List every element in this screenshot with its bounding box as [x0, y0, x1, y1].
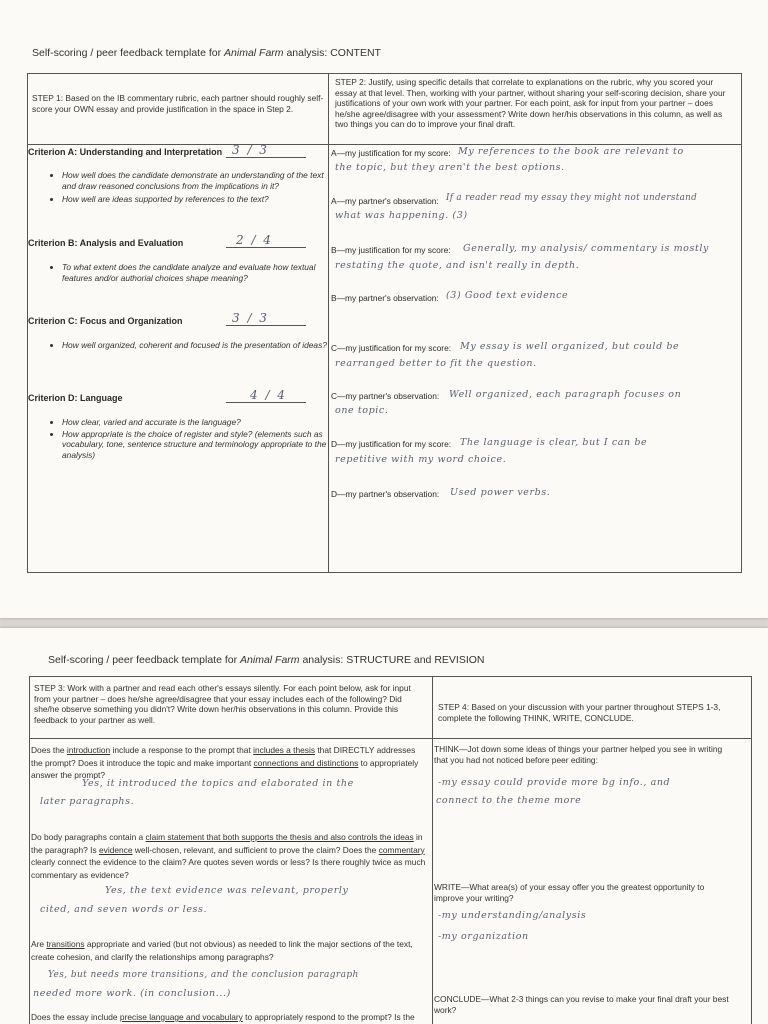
- criterion-a-bullets: • How well does the candidate demonstrate an understanding of the text and draw reasoned conclusions from the implications in it? • How well are ideas supported by references to the text?: [48, 170, 332, 208]
- criterion-d-score: 4 / 4: [250, 388, 287, 402]
- sheet1-title: Self-scoring / peer feedback template for Animal Farm analysis: CONTENT: [32, 47, 381, 59]
- transitions-answer-line2: needed more work. (in conclusion...): [33, 988, 231, 999]
- step2-text: STEP 2: Justify, using specific details that correlate to explanations on the rubric, why you scored your essay at that level. Then, working with your partner, without sharing your self-scoring decision, share your justifications of your own work with your partner. For each point, ask for input from your partner – does he/she agree/disagree with your assessment? Write down her/his observations in this column, as well as two things you can do to improve your final draft.: [335, 77, 726, 129]
- body-paragraphs-answer-line1: Yes, the text evidence was relevant, properly: [105, 885, 349, 896]
- body-paragraphs-answer-line2: cited, and seven words or less.: [40, 904, 208, 915]
- introduction-question: Does the introduction include a response to the prompt that includes a thesis that DIRECTLY addresses the prompt? Does it introduce the topic and make important connections and distinctions to appropriately answer the prompt?: [31, 745, 419, 780]
- criterion-d-title: Criterion D: Language: [28, 393, 123, 403]
- c-observation-label: C—my partner's observation:: [331, 391, 440, 401]
- b-observation-label: B—my partner's observation:: [331, 293, 439, 303]
- conclude-prompt: CONCLUDE—What 2-3 things can you revise to make your final draft your best work?: [434, 994, 729, 1015]
- criterion-a-title: Criterion A: Understanding and Interpretation: [28, 147, 223, 157]
- language-question: Does the essay include precise language and vocabulary to appropriately respond to the prompt? Is the: [31, 1012, 415, 1022]
- structure-revision-sheet: [0, 628, 768, 1024]
- criterion-a-score: 3 / 3: [232, 143, 269, 157]
- criterion-b-score: 2 / 4: [236, 233, 273, 247]
- c-observation-line2: one topic.: [335, 405, 389, 416]
- transitions-answer-line1: Yes, but needs more transitions, and the conclusion paragraph: [48, 970, 359, 980]
- b-justification-label: B—my justification for my score:: [331, 245, 451, 255]
- sheet2-title: Self-scoring / peer feedback template for Animal Farm analysis: STRUCTURE and REVISION: [48, 654, 485, 666]
- a-observation-line1: If a reader read my essay they might not understand: [446, 193, 698, 203]
- a-justification-line1: My references to the book are relevant to: [458, 146, 684, 157]
- transitions-question: Are transitions appropriate and varied (but not obvious) as needed to link the major sections of the text, create cohesion, and clarify the relationships among paragraphs?: [31, 939, 413, 962]
- criterion-c-bullets: • How well organized, coherent and focused is the presentation of ideas?: [48, 340, 332, 354]
- a-justification-label: A—my justification for my score:: [331, 148, 451, 158]
- step1-text: STEP 1: Based on the IB commentary rubric, each partner should roughly self-score your OWN essay and provide justification in the space in Step 2.: [32, 93, 324, 114]
- criterion-b-bullets: • To what extent does the candidate analyze and evaluate how textual features and/or authorial choices shape meaning?: [48, 262, 332, 286]
- body-paragraphs-question: Do body paragraphs contain a claim statement that both supports the thesis and also controls the ideas in the paragraph? Is evidence well-chosen, relevant, and sufficient to prove the claim? Does the commentary clearly connect the evidence to the claim? Are quotes seven words or less? Is there roughly twice as much commentary as evidence?: [31, 832, 426, 880]
- think-answer-line2: connect to the theme more: [436, 795, 582, 806]
- c-justification-label: C—my justification for my score:: [331, 343, 452, 353]
- criterion-c-title: Criterion C: Focus and Organization: [28, 316, 183, 326]
- c-observation-line1: Well organized, each paragraph focuses on: [449, 389, 682, 400]
- criterion-c-score: 3 / 3: [232, 311, 269, 325]
- step4-text: STEP 4: Based on your discussion with your partner throughout STEPS 1-3, complete the following THINK, WRITE, CONCLUDE.: [438, 702, 721, 723]
- a-justification-line2: the topic, but they aren't the best options.: [335, 162, 565, 173]
- think-answer-line1: -my essay could provide more bg info., and: [438, 777, 671, 788]
- a-observation-label: A—my partner's observation:: [331, 196, 439, 206]
- d-justification-label: D—my justification for my score:: [331, 439, 452, 449]
- criterion-b-title: Criterion B: Analysis and Evaluation: [28, 238, 184, 248]
- c-justification-line1: My essay is well organized, but could be: [460, 341, 680, 352]
- write-prompt: WRITE—What area(s) of your essay offer you the greatest opportunity to improve your writing?: [434, 882, 705, 903]
- d-justification-line2: repetitive with my word choice.: [335, 454, 507, 465]
- d-observation-label: D—my partner's observation:: [331, 489, 440, 499]
- c-justification-line2: rearranged better to fit the question.: [335, 358, 537, 369]
- d-observation-line1: Used power verbs.: [450, 487, 551, 498]
- b-justification-line2: restating the quote, and isn't really in depth.: [335, 260, 580, 271]
- step3-text: STEP 3: Work with a partner and read each other's essays silently. For each point below, ask for input from your partner – does he/she agree/disagree that your essay includes each of the following? Did she/he observe something you didn't? Write down her/his observations in this column. Provide this feedback to your partner as well.: [34, 683, 411, 725]
- introduction-answer-line2: later paragraphs.: [40, 796, 135, 807]
- criterion-d-bullets: • How clear, varied and accurate is the language? • How appropriate is the choice of register and style? (elements such as vocabulary, tone, sentence structure and terminology appropriate to the analysis): [48, 417, 344, 463]
- b-observation-line1: (3) Good text evidence: [446, 290, 569, 301]
- think-prompt: THINK—Jot down some ideas of things your partner helped you see in writing that you had not noticed before peer editing:: [434, 744, 723, 765]
- introduction-answer-line1: Yes, it introduced the topics and elaborated in the: [82, 778, 354, 789]
- write-answer-line1: -my understanding/analysis: [438, 910, 587, 921]
- a-observation-line2: what was happening. (3): [335, 210, 468, 221]
- write-answer-line2: -my organization: [438, 931, 529, 942]
- b-justification-line1: Generally, my analysis/ commentary is mostly: [463, 243, 709, 254]
- d-justification-line1: The language is clear, but I can be: [460, 437, 648, 448]
